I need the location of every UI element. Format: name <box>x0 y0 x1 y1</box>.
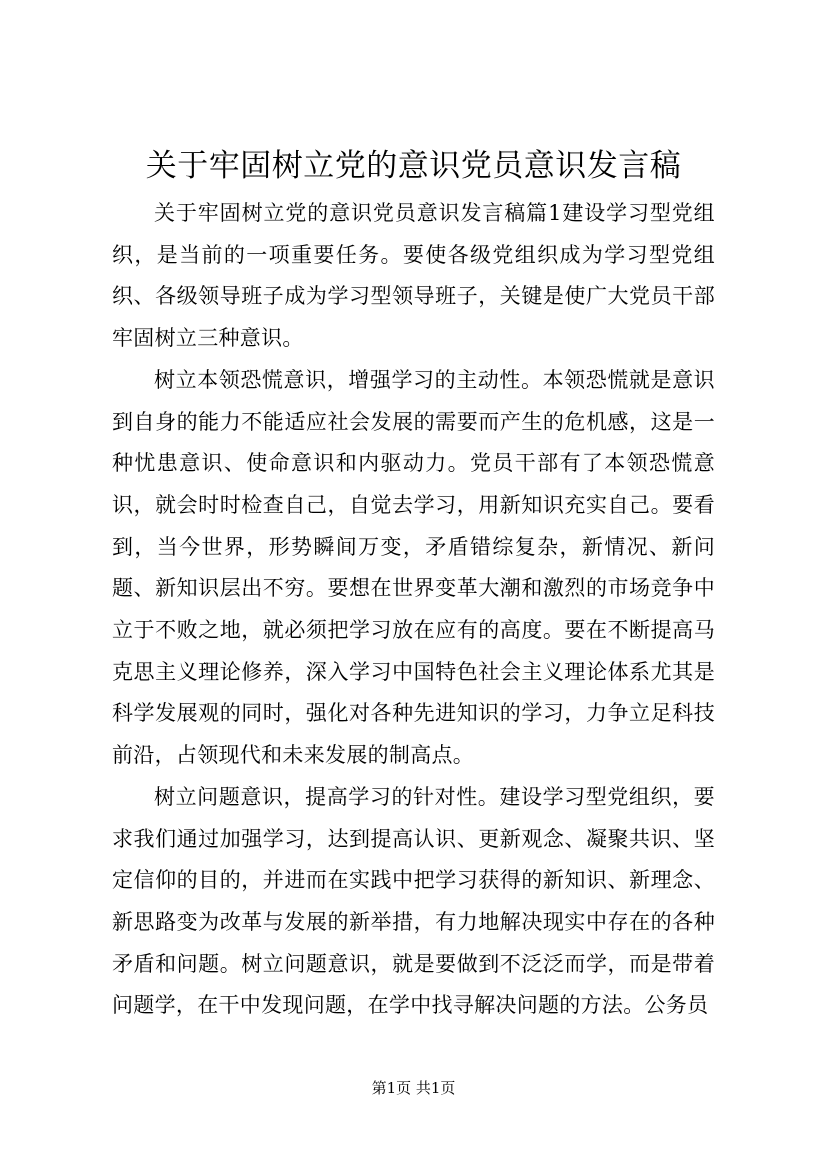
page-number: 第1页 共1页 <box>371 1079 456 1097</box>
paragraph-3: 树立问题意识，提高学习的针对性。建设学习型党组织，要求我们通过加强学习，达到提高认识、更新观念、凝聚共识、坚定信仰的目的，并进而在实践中把学习获得的新知识、新理念、新思路变为改革与发展的新举措，有力地解决现实中存在的各种矛盾和问题。树立问题意识，就是要做到不泛泛而学，而是带着问题学，在干中发现问题，在学中找寻解决问题的方法。公务员 <box>112 784 715 1018</box>
paragraph-1: 关于牢固树立党的意识党员意识发言稿篇1建设学习型党组织，是当前的一项重要任务。要使各级党组织成为学习型党组织、各级领导班子成为学习型领导班子，关键是使广大党员干部牢固树立三种意识。 <box>112 201 715 351</box>
page-footer <box>0 1078 827 1098</box>
paragraph-2: 树立本领恐慌意识，增强学习的主动性。本领恐慌就是意识到自身的能力不能适应社会发展的需要而产生的危机感，这是一种忧患意识、使命意识和内驱动力。党员干部有了本领恐慌意识，就会时时检查自己，自觉去学习，用新知识充实自己。要看到，当今世界，形势瞬间万变，矛盾错综复杂，新情况、新问题、新知识层出不穷。要想在世界变革大潮和激烈的市场竞争中立于不败之地，就必须把学习放在应有的高度。要在不断提高马克思主义理论修养，深入学习中国特色社会主义理论体系尤其是科学发展观的同时，强化对各种先进知识的学习，力争立足科技前沿，占领现代和未来发展的制高点。 <box>112 367 715 768</box>
document-body <box>112 193 715 1027</box>
document-title: 关于牢固树立党的意识党员意识发言稿 <box>145 148 682 184</box>
